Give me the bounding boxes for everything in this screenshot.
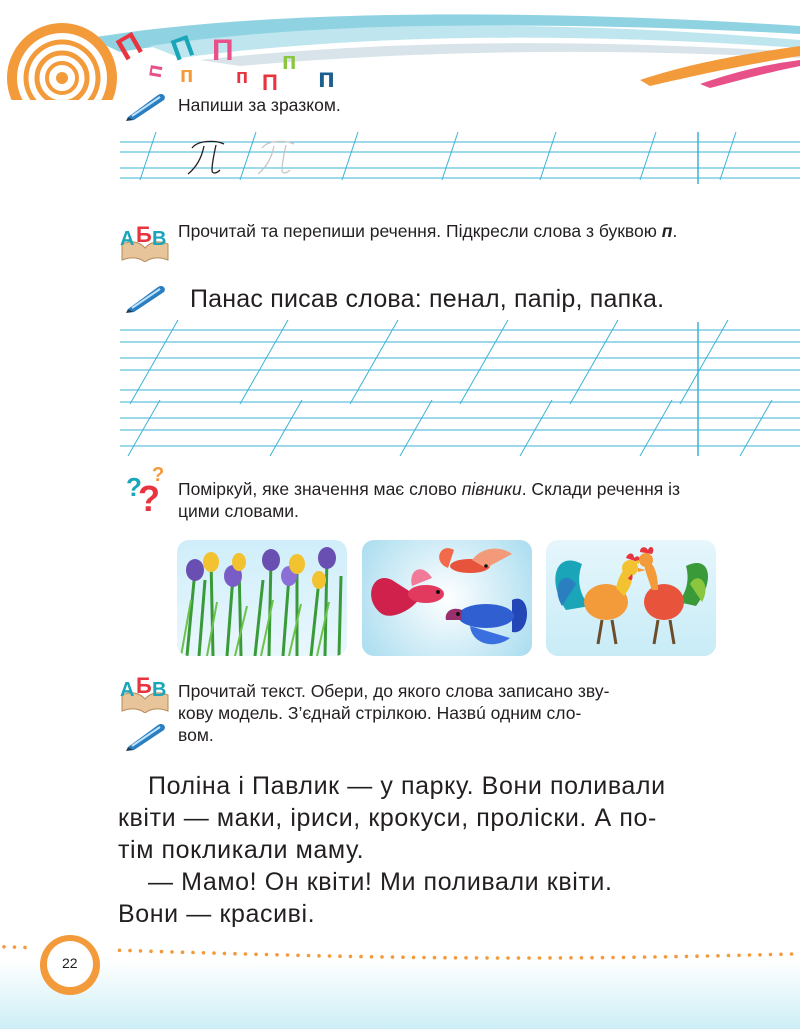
header-letter: п [180,62,194,87]
footer-dot [223,952,227,956]
footer-dot [244,952,248,956]
text-line: — Мамо! Он квіти! Ми поливали квіти. [148,868,613,896]
task4-instruction-line: кову модель. З’єднай стрілкою. Назвú одним сло- [178,703,582,723]
task4-instruction [178,680,723,746]
footer-dot [433,956,437,960]
footer-dot [286,953,290,957]
header-letter: п [236,66,249,88]
task3-keyword: півники [461,479,522,499]
footer-dot [485,956,489,960]
footer-dot [464,956,468,960]
abv-icon [118,673,174,711]
writing-lines-2[interactable] [120,318,800,458]
question-marks-icon: ? ? ? [126,464,165,519]
footer-dot [727,954,731,958]
header-letter: п [318,62,335,93]
task4-instruction-line: вом. [178,725,214,745]
pen-icon [122,282,170,314]
footer-dot [622,956,626,960]
text-line: Вони — красиві. [118,900,316,928]
footer-dot [128,949,132,953]
fish-red [371,569,444,616]
task3-instruction-part2: . Склади речення із цими словами. [178,479,681,521]
footer-dot [664,955,668,959]
reading-text [118,770,728,930]
footer-dot [328,954,332,958]
footer-dot [538,956,542,960]
writing-lines-1[interactable] [120,130,800,185]
footer-dot [359,955,363,959]
footer-dot [632,955,636,959]
footer-dot [160,950,164,954]
footer-dot [758,953,762,957]
footer-dot [307,954,311,958]
footer-dot [212,951,216,955]
abv-letter: А [120,228,135,250]
footer-dot [181,950,185,954]
task2-instruction-text: Прочитай та перепиши речення. Підкресли слова з буквою [178,221,662,241]
roosters-picture [546,540,716,656]
footer-dot [412,956,416,960]
footer-dot [517,956,521,960]
footer-dot [317,954,321,958]
footer-dot [790,952,794,956]
pen-icon [122,720,170,752]
footer-dot [716,954,720,958]
footer-dot [13,945,17,949]
footer-dot [548,956,552,960]
task1-instruction: Напиши за зразком. [178,95,341,115]
footer-dot [443,956,447,960]
footer-dot [23,946,27,950]
abv-letter: В [152,679,167,701]
footer-dot [475,956,479,960]
footer-dot [349,955,353,959]
header-letter: п [282,48,297,75]
footer-dot [580,956,584,960]
header-letter: П [262,70,278,95]
footer-dot [370,955,374,959]
footer-dot [454,956,458,960]
text-line: Поліна і Павлик — у парку. Вони поливали [148,772,666,800]
task2-instruction-end: . [672,221,678,241]
footer-dot [170,950,174,954]
abv-letter: Б [136,673,152,698]
footer-dot [769,953,773,957]
footer-dotted-line [0,930,800,990]
text-line: квіти — маки, іриси, крокуси, проліски. А по- [118,804,657,832]
cursive-letter-sample [188,141,224,174]
footer-dot [559,956,563,960]
footer-dot [643,955,647,959]
page-number: 22 [62,955,78,971]
abv-icon [118,222,174,260]
footer-dot [2,945,6,949]
footer-dot [118,949,122,953]
footer-dot [506,956,510,960]
footer-dot [233,952,237,956]
page-number-badge [40,935,100,995]
footer-dot [779,953,783,957]
footer-dot [296,954,300,958]
cursive-letter-trace [258,141,294,174]
footer-dot [422,956,426,960]
abv-letter: Б [136,222,152,247]
footer-dot [695,954,699,958]
footer-dot [674,955,678,959]
footer-dot [380,955,384,959]
footer-dot [149,950,153,954]
task3-instruction-part1: Поміркуй, яке значення має слово [178,479,462,499]
footer-dot [653,955,657,959]
header-letter: П [212,34,234,67]
abv-letter: А [120,679,135,701]
footer-dot [202,951,206,955]
fish-blue [446,599,527,645]
text-line: тім покликали маму. [118,836,365,864]
footer-dot [338,954,342,958]
footer-dot [527,956,531,960]
footer-dot [601,956,605,960]
footer-dot [706,954,710,958]
task3-instruction [178,478,723,522]
rooster-right [632,547,708,644]
footer-dot [748,953,752,957]
header-letter: п [140,62,168,80]
footer-dot [139,949,143,953]
header-letter: П [166,29,199,68]
footer-dot [611,956,615,960]
betta-fish-picture [362,540,532,656]
irises-flowers-picture [177,540,347,656]
header-letter: П [110,24,149,68]
footer-dot [265,953,269,957]
task2-letter: п [661,221,673,241]
footer-dot [685,955,689,959]
footer-dot [737,954,741,958]
abv-letter: В [152,228,167,250]
footer-dot [496,956,500,960]
header-letters [0,0,360,100]
footer-dot [275,953,279,957]
task4-instruction-line: Прочитай текст. Обери, до якого слова записано зву- [178,681,610,701]
footer-dot [401,955,405,959]
footer-dot [191,951,195,955]
rooster-left [555,554,646,645]
footer-dot [254,953,258,957]
task2-sentence: Панас писав слова: пенал, папір, папка. [190,285,665,313]
footer-dot [590,956,594,960]
fish-orange [439,548,512,573]
task2-instruction [178,220,723,242]
footer-dot [391,955,395,959]
footer-dot [569,956,573,960]
pen-icon [122,90,170,122]
